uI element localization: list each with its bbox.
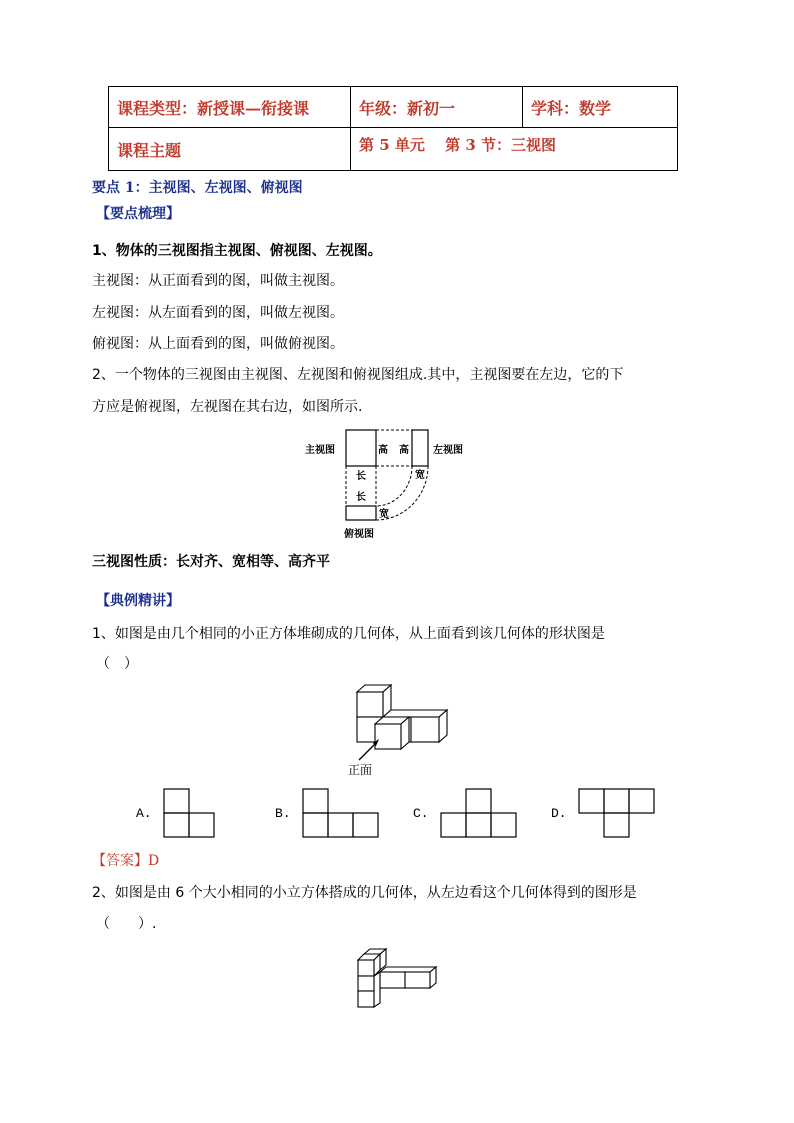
top-view-label: 俯视图 [344,529,374,540]
topic-label: 课程主题 [109,128,351,171]
option-a-figure[interactable] [163,788,216,839]
para-3: 左视图：从左面看到的图，叫做左视图。 [92,305,344,321]
section-summary: 【要点梳理】 [96,206,180,222]
topic-value: 第 5 单元 第 3 节：三视图 [351,128,678,171]
question-1-bracket: （ ） [96,656,138,672]
para-4: 俯视图：从上面看到的图，叫做俯视图。 [92,336,344,352]
three-view-diagram [300,424,475,544]
height-label-1: 高 [378,445,388,456]
subject: 学科：数学 [523,87,678,128]
course-header-table [108,86,678,171]
grade: 年级：新初一 [351,87,523,128]
width-label-1: 宽 [415,470,425,481]
keypoint-title: 要点 1：主视图、左视图、俯视图 [92,180,303,196]
question-2-text: 2、如图是由 6 个大小相同的小立方体搭成的几何体，从左边看这个几何体得到的图形是 [92,885,637,901]
option-c-figure[interactable] [440,788,517,839]
answer-1: 【答案】D [92,853,160,869]
option-b-figure[interactable] [302,788,379,839]
question-1-text: 1、如图是由几个相同的小正方体堆砌成的几何体，从上面看到该几何体的形状图是 [92,626,605,642]
width-label-2: 宽 [379,509,389,520]
option-d-label[interactable]: D. [551,806,567,821]
length-label-1: 长 [356,471,366,482]
front-label: 正面 [348,763,373,777]
question-2-figure [355,948,440,1010]
left-view-label: 左视图 [433,445,463,456]
question-1-figure [345,680,455,780]
three-view-property: 三视图性质：长对齐、宽相等、高齐平 [92,554,330,570]
front-view-box [346,430,376,466]
para-5b: 方应是俯视图，左视图在其右边，如图所示. [92,399,363,415]
course-type: 课程类型：新授课—衔接课 [109,87,351,128]
para-5a: 2、一个物体的三视图由主视图、左视图和俯视图组成.其中，主视图要在左边，它的下 [92,367,624,383]
section-examples: 【典例精讲】 [96,593,180,609]
para-2: 主视图：从正面看到的图，叫做主视图。 [92,273,344,289]
height-label-2: 高 [399,445,409,456]
option-c-label[interactable]: C. [413,806,429,821]
length-label-2: 长 [356,492,366,503]
front-view-label: 主视图 [305,445,335,456]
para-1: 1、物体的三视图指主视图、俯视图、左视图。 [92,243,382,259]
option-a-label[interactable]: A. [136,806,152,821]
left-view-box [412,430,428,466]
option-d-figure[interactable] [578,788,655,839]
top-view-box [346,506,376,520]
option-b-label[interactable]: B. [275,806,291,821]
question-2-bracket: （ ）. [96,916,157,932]
